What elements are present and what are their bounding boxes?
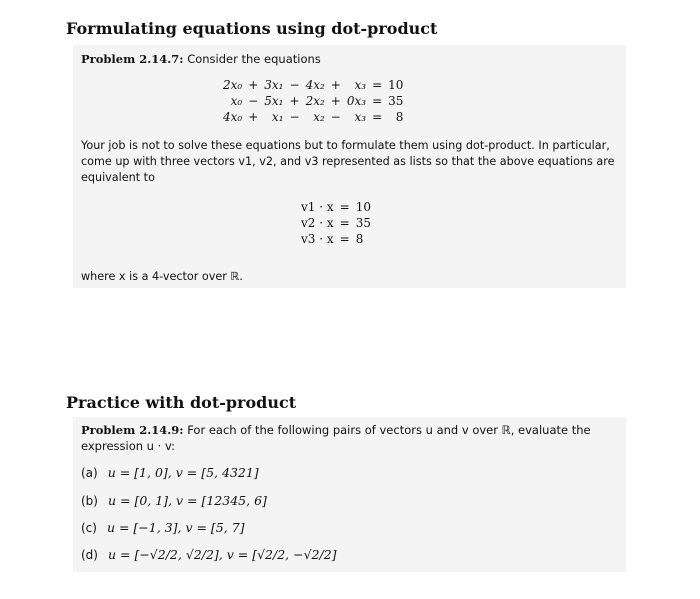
problem-label: Problem 2.14.9: xyxy=(81,423,184,437)
equation-cell: + xyxy=(289,94,300,108)
equation-cell: 5x₁ xyxy=(264,94,284,108)
dot-equation-cell: = xyxy=(339,200,350,214)
equation-cell: 2x₀ xyxy=(223,78,243,92)
equation-cell: − xyxy=(289,78,300,92)
section-title-formulating: Formulating equations using dot-product xyxy=(66,19,438,38)
equation-cell: 4x₀ xyxy=(223,110,243,124)
dot-equation-cell: v2 · x xyxy=(301,216,334,230)
dot-product-equations xyxy=(298,199,374,247)
item-expression: u = [−√2/2, √2/2], v = [√2/2, −√2/2] xyxy=(107,547,337,562)
problem-heading xyxy=(81,51,618,67)
paragraph-line: Your job is not to solve these equations but to formulate them using dot-product. In particular, xyxy=(81,139,610,152)
problem-heading xyxy=(81,422,618,438)
item-label: (d) xyxy=(81,548,98,562)
problem-intro: Consider the equations xyxy=(187,52,321,66)
exercise-item-b xyxy=(81,493,267,508)
problem-text: For each of the following pairs of vectors u and v over ℝ, evaluate the xyxy=(187,423,591,437)
equation-cell: 3x₁ xyxy=(264,78,284,92)
equation-cell: + xyxy=(330,94,341,108)
dot-equation-cell: v3 · x xyxy=(301,232,334,246)
equation-cell: x₀ xyxy=(230,94,243,108)
dot-equation-row xyxy=(298,231,374,247)
exercise-item-c xyxy=(81,520,245,535)
problem-box-2-14-7 xyxy=(73,45,626,288)
item-label: (a) xyxy=(81,466,98,480)
equation-row xyxy=(220,93,406,109)
equation-cell: + xyxy=(248,78,259,92)
item-expression: u = [0, 1], v = [12345, 6] xyxy=(107,493,267,508)
equation-cell: = xyxy=(372,94,383,108)
dot-equation-cell: 10 xyxy=(355,200,371,214)
closing-text: where x is a 4-vector over ℝ. xyxy=(81,270,243,283)
equation-cell: = xyxy=(372,78,383,92)
equation-cell: x₁ xyxy=(271,110,284,124)
dot-equation-row xyxy=(298,199,374,215)
problem-text-line2: expression u · v: xyxy=(81,439,175,453)
section-title-practice: Practice with dot-product xyxy=(66,393,297,412)
paragraph-line: come up with three vectors v1, v2, and v3 represented as lists so that the above equations are xyxy=(81,155,615,168)
exercise-item-d xyxy=(81,547,337,562)
instruction-paragraph xyxy=(81,138,617,186)
equation-cell: 8 xyxy=(395,110,404,124)
equation-cell: 35 xyxy=(388,94,404,108)
dot-equation-cell: = xyxy=(339,216,350,230)
equation-cell: 4x₂ xyxy=(305,78,325,92)
dot-equation-cell: 8 xyxy=(355,232,364,246)
equation-cell: x₃ xyxy=(354,78,367,92)
problem-box-2-14-9 xyxy=(73,417,626,572)
equation-cell: − xyxy=(289,110,300,124)
item-label: (b) xyxy=(81,494,98,508)
dot-equation-row xyxy=(298,215,374,231)
problem-label: Problem 2.14.7: xyxy=(81,52,184,66)
item-expression: u = [1, 0], v = [5, 4321] xyxy=(107,465,259,480)
dot-equation-cell: v1 · x xyxy=(301,200,334,214)
dot-equation-cell: 35 xyxy=(355,216,371,230)
equation-system xyxy=(220,77,406,125)
equation-cell: + xyxy=(248,110,259,124)
equation-cell: x₃ xyxy=(354,110,367,124)
equation-cell: + xyxy=(330,78,341,92)
dot-equation-cell: = xyxy=(339,232,350,246)
equation-cell: 10 xyxy=(388,78,404,92)
equation-cell: x₂ xyxy=(313,110,325,124)
equation-cell: = xyxy=(372,110,383,124)
paragraph-line: equivalent to xyxy=(81,171,155,184)
item-expression: u = [−1, 3], v = [5, 7] xyxy=(106,520,245,535)
equation-cell: − xyxy=(248,94,259,108)
equation-cell: − xyxy=(330,110,341,124)
item-label: (c) xyxy=(81,521,97,535)
equation-cell: 2x₂ xyxy=(305,94,325,108)
equation-row xyxy=(220,109,406,125)
equation-row xyxy=(220,77,406,93)
equation-cell: 0x₃ xyxy=(346,94,367,108)
exercise-item-a xyxy=(81,465,259,480)
